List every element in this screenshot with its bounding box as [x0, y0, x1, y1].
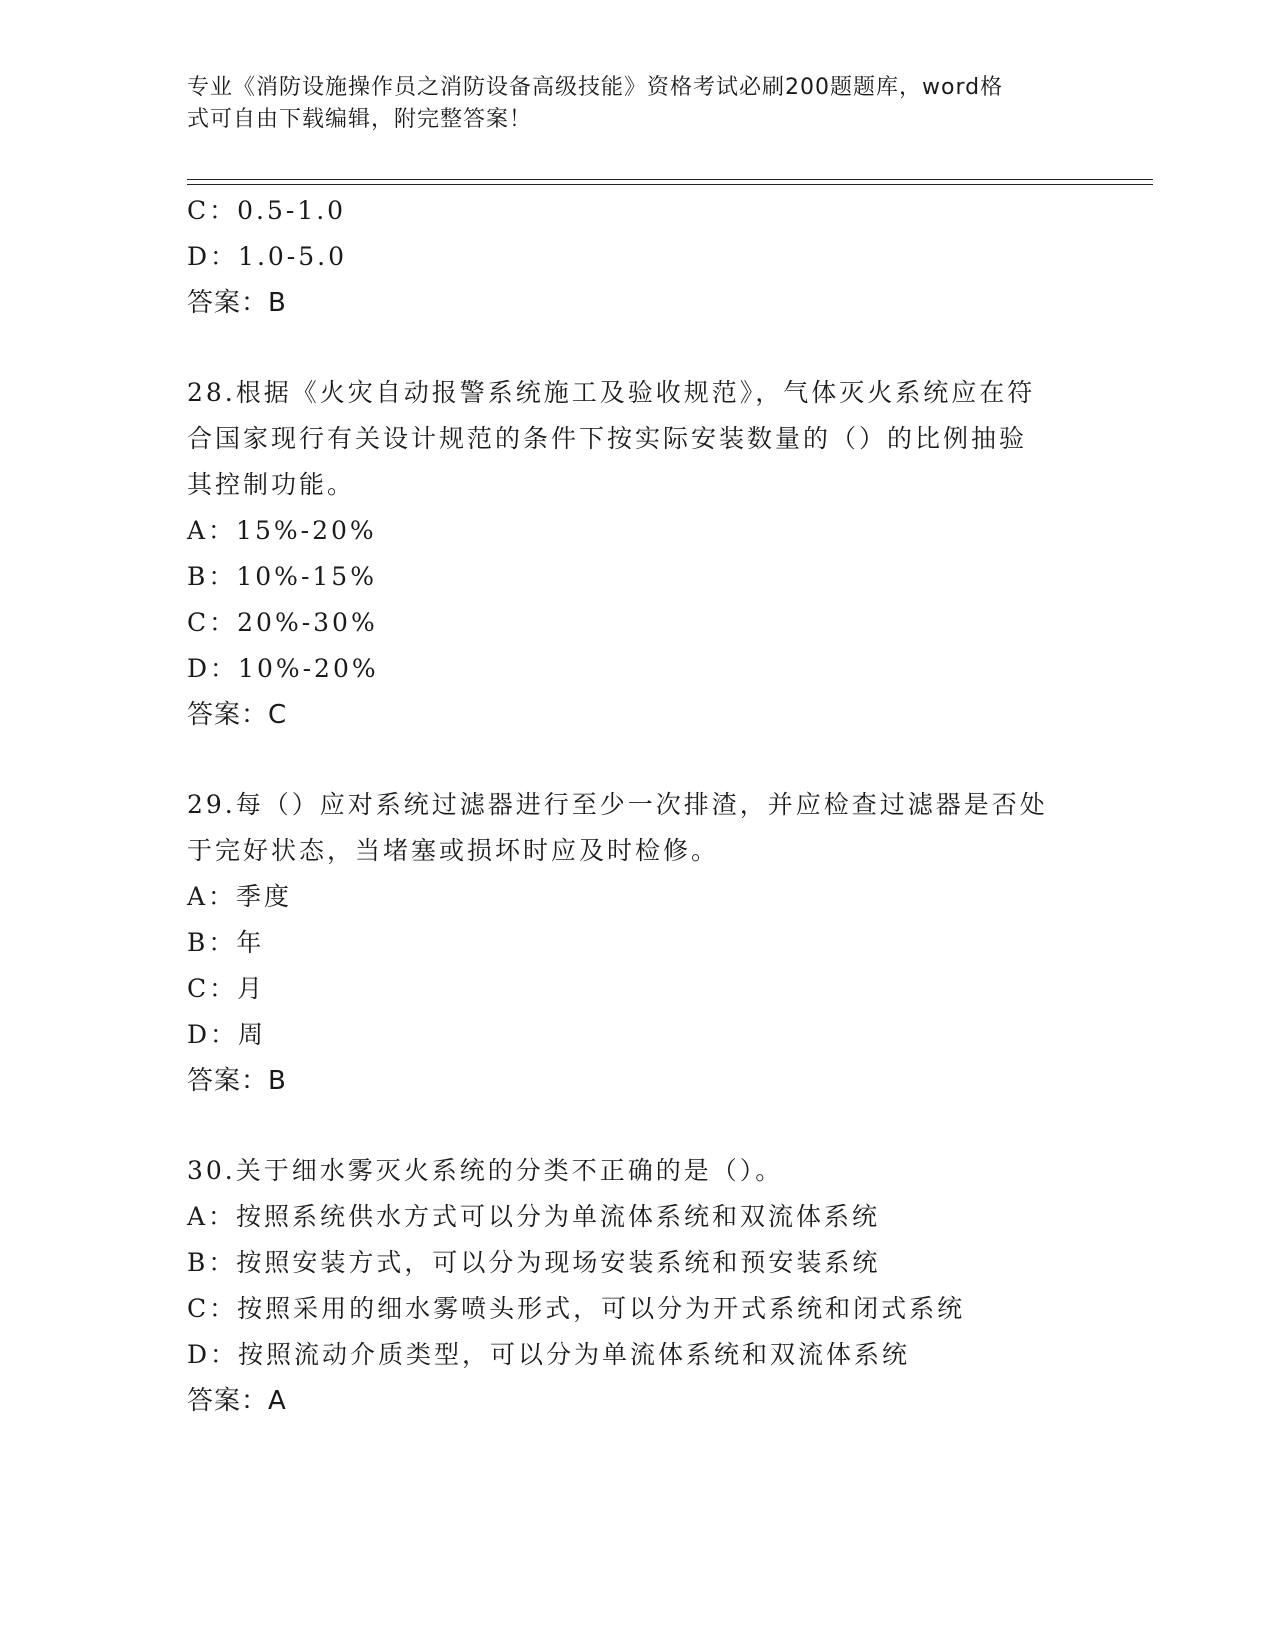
q27-option-c: C：0.5-1.0: [187, 196, 347, 225]
q28-stem-line-2: 合国家现行有关设计规范的条件下按实际安装数量的（）的比例抽验: [187, 424, 1028, 453]
spacer: [187, 738, 1087, 782]
spacer: [187, 326, 1087, 370]
q29-option-c: C：月: [187, 974, 266, 1003]
q28-stem-line-3: 其控制功能。: [187, 470, 356, 499]
q29-option-d: D：周: [187, 1020, 267, 1049]
q27-option-d: D：1.0-5.0: [187, 242, 348, 271]
q28-answer: 答案：C: [187, 700, 288, 730]
q28-option-c: C：20%-30%: [187, 608, 378, 637]
q29-answer: 答案：B: [187, 1066, 287, 1096]
q29-stem-line-1: 29.每（）应对系统过滤器进行至少一次排渣，并应检查过滤器是否处: [187, 790, 1048, 819]
q28-option-d: D：10%-20%: [187, 654, 379, 683]
q28-option-a: A：15%-20%: [187, 516, 377, 545]
question-27: [187, 188, 1087, 326]
header-divider-top: [187, 179, 1153, 180]
q29-stem-line-2: 于完好状态，当堵塞或损坏时应及时检修。: [187, 836, 720, 865]
document-header: [187, 72, 1077, 136]
q29-option-b: B：年: [187, 928, 265, 957]
question-list: [187, 188, 1087, 1424]
q30-option-a: A：按照系统供水方式可以分为单流体系统和双流体系统: [187, 1202, 881, 1231]
header-divider-bottom: [187, 184, 1153, 185]
q30-answer: 答案：A: [187, 1386, 287, 1416]
q28-stem-line-1: 28.根据《火灾自动报警系统施工及验收规范》，气体灭火系统应在符: [187, 378, 1036, 407]
question-30: [187, 1148, 1087, 1424]
q28-option-b: B：10%-15%: [187, 562, 377, 591]
spacer: [187, 1104, 1087, 1148]
q29-option-a: A：季度: [187, 882, 293, 911]
q30-stem-line-1: 30.关于细水雾灭火系统的分类不正确的是（）。: [187, 1156, 784, 1185]
q30-option-d: D：按照流动介质类型，可以分为单流体系统和双流体系统: [187, 1340, 911, 1369]
header-line-1: 专业《消防设施操作员之消防设备高级技能》资格考试必刷200题题库，word格: [187, 75, 1004, 100]
question-29: [187, 782, 1087, 1104]
question-28: [187, 370, 1087, 738]
q27-answer: 答案：B: [187, 288, 287, 318]
q30-option-c: C：按照采用的细水雾喷头形式，可以分为开式系统和闭式系统: [187, 1294, 966, 1323]
q30-option-b: B：按照安装方式，可以分为现场安装系统和预安装系统: [187, 1248, 881, 1277]
header-line-2: 式可自由下载编辑，附完整答案！: [187, 107, 533, 132]
